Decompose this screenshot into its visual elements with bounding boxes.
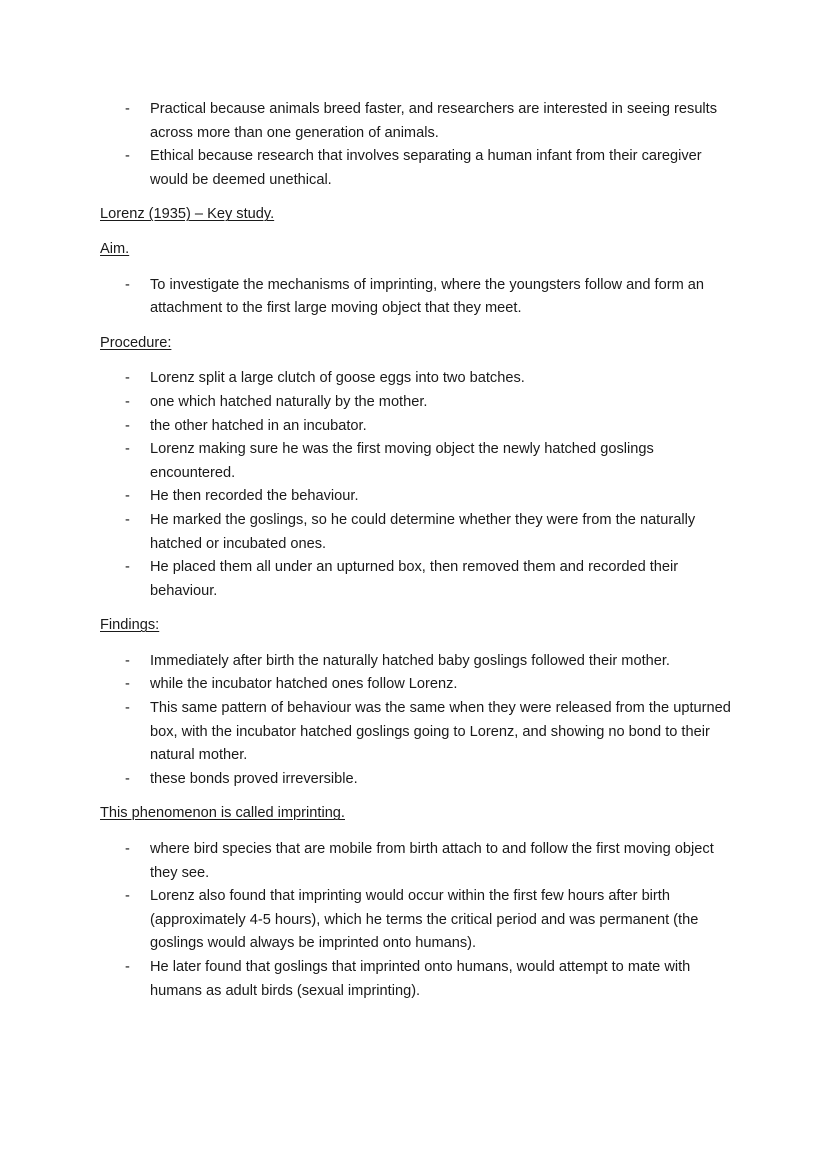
list-item: - while the incubator hatched ones follow Lorenz. [100,673,740,697]
aim-list [100,274,740,321]
list-item: - To investigate the mechanisms of imprinting, where the youngsters follow and form an attachment to the first large moving object that they meet. [100,274,740,321]
list-item: - Lorenz making sure he was the first moving object the newly hatched goslings encountered. [100,438,740,485]
list-item: - the other hatched in an incubator. [100,415,740,439]
list-item: - where bird species that are mobile from birth attach to and follow the first moving object they see. [100,838,740,885]
intro-list [100,98,740,192]
list-item: - Lorenz also found that imprinting would occur within the first few hours after birth (approximately 4-5 hours), which he terms the critical period and was permanent (the goslings would always be imprinted onto humans). [100,885,740,956]
document-body [100,98,740,1003]
list-item: - Immediately after birth the naturally hatched baby goslings followed their mother. [100,650,740,674]
list-item: - He placed them all under an upturned box, then removed them and recorded their behaviour. [100,556,740,603]
list-item: - Practical because animals breed faster, and researchers are interested in seeing results across more than one generation of animals. [100,98,740,145]
list-item: - He then recorded the behaviour. [100,485,740,509]
list-item: - Lorenz split a large clutch of goose eggs into two batches. [100,367,740,391]
procedure-list [100,367,740,603]
list-item: - one which hatched naturally by the mother. [100,391,740,415]
findings-list [100,650,740,792]
findings-heading: Findings: [100,617,160,634]
study-title: Lorenz (1935) – Key study. [100,206,275,223]
list-item: - these bonds proved irreversible. [100,768,740,792]
list-item: - This same pattern of behaviour was the same when they were released from the upturned box, with the incubator hatched goslings going to Lorenz, and showing no bond to their natural mother. [100,697,740,768]
list-item: - He later found that goslings that imprinted onto humans, would attempt to mate with humans as adult birds (sexual imprinting). [100,956,740,1003]
aim-heading: Aim. [100,240,130,257]
procedure-heading: Procedure: [100,334,172,351]
imprinting-list [100,838,740,1003]
list-item: - He marked the goslings, so he could determine whether they were from the naturally hatched or incubated ones. [100,509,740,556]
imprinting-heading: This phenomenon is called imprinting. [100,805,345,822]
list-item: - Ethical because research that involves separating a human infant from their caregiver would be deemed unethical. [100,145,740,192]
